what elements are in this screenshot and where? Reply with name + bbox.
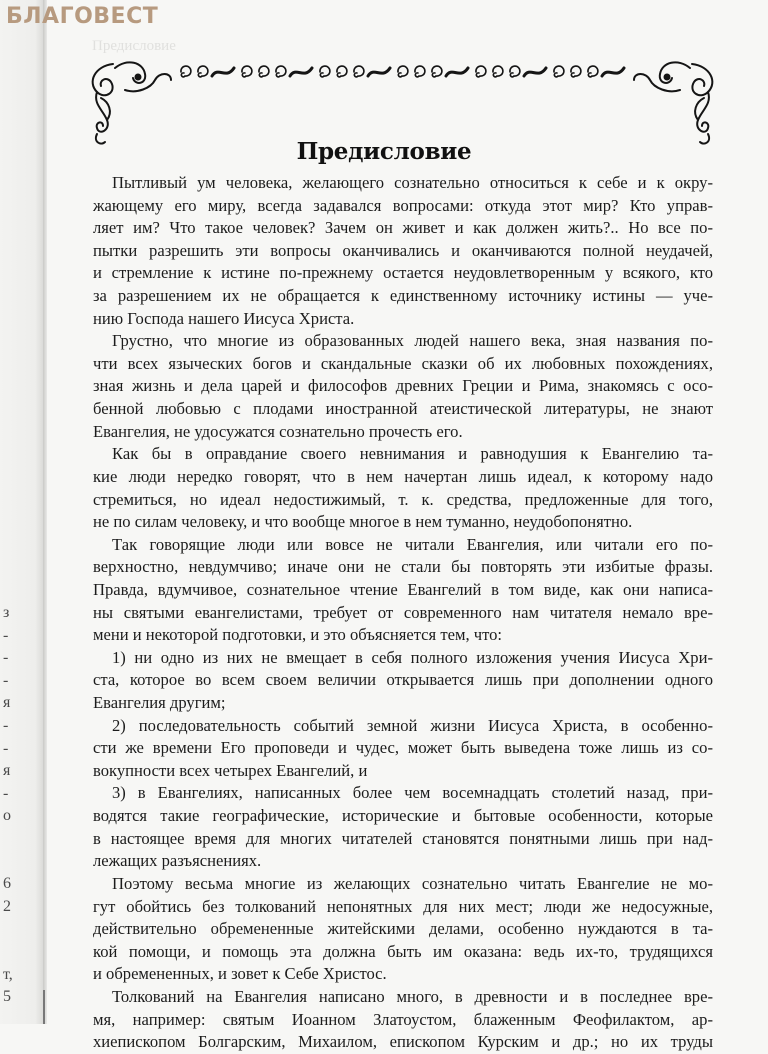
text-line: Евангелия, не удосужатся сознательно прочесть его. <box>93 421 463 441</box>
swirl-mark <box>415 66 425 77</box>
text-line: сти же времени Его проповеди и чудес, может быть выведена тоже лишь из со- <box>93 738 713 758</box>
text-line: чти всех языческих богов и скандальные сказки об их любовных похождениях, <box>93 353 713 373</box>
text-line: Правда, вдумчивое, сознательное чтение Евангелий в том виде, как они написа- <box>93 579 713 599</box>
swirl-mark <box>510 66 520 77</box>
fragment-text: - <box>3 784 9 802</box>
text-line: и стремление к истине по-прежнему остается неудовлетворенным у всякого, кто <box>93 263 713 283</box>
swirl-mark <box>398 66 408 77</box>
text-line: вокупности всех четырех Евангелий, и <box>93 760 368 780</box>
text-line: водятся такие географические, исторические и бытовые особенности, которые <box>93 806 713 826</box>
page-title: Предисловие <box>296 138 472 165</box>
fragment-text: з <box>3 604 10 621</box>
text-line: ны святыми евангелистами, требует от современного нам читателя немало вре- <box>93 602 713 622</box>
text-line: 3) в Евангелиях, написанных более чем восемнадцать столетий назад, при- <box>112 783 713 803</box>
left-corner-flourish-icon <box>93 62 171 143</box>
swirl-mark <box>368 68 390 76</box>
fragment-text: - <box>3 716 9 734</box>
text-line: стремиться, но идеал недостижимый, т. к. средства, предложенные для того, <box>93 489 713 509</box>
swirl-mark <box>242 66 252 77</box>
swirl-mark <box>212 68 234 76</box>
watermark-logo: БЛАГОВЕСТ <box>6 4 159 29</box>
fragment-text: - <box>3 626 9 644</box>
swirl-mark <box>554 66 564 77</box>
previous-page-text-fragments <box>3 602 33 1009</box>
swirl-mark <box>476 66 486 77</box>
text-line: ляет им? Что такое человек? Зачем он живет и как должен жить?.. Но все по- <box>93 218 713 238</box>
swirl-band-icon <box>181 66 624 77</box>
text-line: пытки разрешить эти вопросы оканчивались и оканчиваются полной неудачей, <box>93 240 713 260</box>
fragment-text: я <box>3 694 11 712</box>
text-line: Евангелия другим; <box>93 693 226 713</box>
text-line: мени и некоторой подготовки, и это объясняется тем, что: <box>93 625 503 645</box>
fragment-text: я <box>3 762 11 780</box>
text-line: жающему его миру, всегда задавался вопросами: откуда этот мир? Кто управ- <box>93 195 713 215</box>
fragment-text: о <box>3 807 11 825</box>
text-line: Как бы в оправдание своего невнимания и равнодушия к Евангелию та- <box>112 444 713 464</box>
text-line: хиепископом Болгарским, Михаилом, епископом Курским и др.; но их труды <box>93 1032 713 1052</box>
swirl-mark <box>432 66 442 77</box>
text-line: нию Господа нашего Иисуса Христа. <box>93 308 355 328</box>
text-line: в настоящее время для многих читателей становятся понятными лишь при над- <box>93 828 713 848</box>
text-line: и обремененных, и зовет к Себе Христос. <box>93 964 387 984</box>
text-line: Так говорящие люди или вовсе не читали Евангелия, или читали его по- <box>112 534 713 554</box>
text-line: Грустно, что многие из образованных людей нашего века, зная названия по- <box>112 331 713 351</box>
text-line: Толкований на Евангелия написано много, в древности и в последнее вре- <box>112 986 713 1006</box>
fragment-text: - <box>3 671 9 689</box>
fragment-text <box>3 828 33 851</box>
right-corner-flourish-icon <box>634 62 712 143</box>
text-line: 2) последовательность событий земной жизни Иисуса Христа, в особенно- <box>112 715 713 735</box>
text-line: ста, которое во всем своем величии открывается лишь при дополнении одного <box>93 670 713 690</box>
text-line: действительно обремененные житейскими делами, особенно нуждаются в та- <box>93 919 713 939</box>
swirl-mark <box>571 66 581 77</box>
text-line: за разрешением их не обращается к единственному источнику истины — уче- <box>93 286 713 306</box>
fragment-text <box>3 918 33 941</box>
text-line: Поэтому весьма многие из желающих сознательно читать Евангелие не мо- <box>112 873 713 893</box>
text-line: не по силам человеку, и что вообще многое в нем туманно, неудобопонятно. <box>93 512 633 532</box>
swirl-mark <box>524 68 546 76</box>
text-line: верхностно, невдумчиво; иначе они не стали бы повторять эти избитые фразы. <box>93 557 713 577</box>
text-line: 1) ни одно из них не вмещает в себя полного изложения учения Иисуса Хри- <box>112 647 713 667</box>
fragment-text: 6 <box>3 875 11 893</box>
fragment-text: - <box>3 739 9 757</box>
text-line: лежащих разъяснениях. <box>93 851 262 871</box>
swirl-mark <box>276 66 286 77</box>
bleed-through-header: Предисловие <box>92 38 176 54</box>
fragment-text: т, <box>3 965 13 983</box>
text-line: бенной любовью с плодами иностранной атеистической литературы, не знают <box>93 399 713 419</box>
swirl-mark <box>493 66 503 77</box>
fragment-text: 5 <box>3 988 11 1006</box>
swirl-mark <box>198 66 208 77</box>
fragment-text <box>3 941 33 964</box>
swirl-mark <box>602 68 624 76</box>
preface-body-text <box>93 172 713 1054</box>
swirl-mark <box>181 66 191 77</box>
fragment-text: 2 <box>3 897 11 915</box>
text-line: зная жизнь и дела царей и философов древних Греции и Рима, знакомясь с осо- <box>93 376 713 396</box>
swirl-mark <box>588 66 598 77</box>
decorative-ornament-header <box>85 58 720 148</box>
fragment-text: - <box>3 649 9 667</box>
text-line: кой помощи, и помощь эта должна быть им оказана: ведь их-то, трудящихся <box>93 941 713 961</box>
swirl-mark <box>354 66 364 77</box>
swirl-mark <box>259 66 269 77</box>
fragment-text <box>3 851 33 874</box>
gutter-shadow-mark <box>43 990 45 1024</box>
text-line: мя, например: святым Иоанном Златоустом, блаженным Феофилактом, ар- <box>93 1009 713 1029</box>
text-line: Пытливый ум человека, желающего сознательно относиться к себе и к окру- <box>112 173 713 192</box>
swirl-mark <box>446 68 468 76</box>
swirl-mark <box>337 66 347 77</box>
swirl-mark <box>290 68 312 76</box>
text-line: кие люди нередко говорят, что в нем начертан лишь идеал, к которому надо <box>93 466 713 486</box>
text-line: гут обойтись без толкований непонятных для них мест; люди же недосужные, <box>93 896 713 916</box>
swirl-mark <box>320 66 330 77</box>
